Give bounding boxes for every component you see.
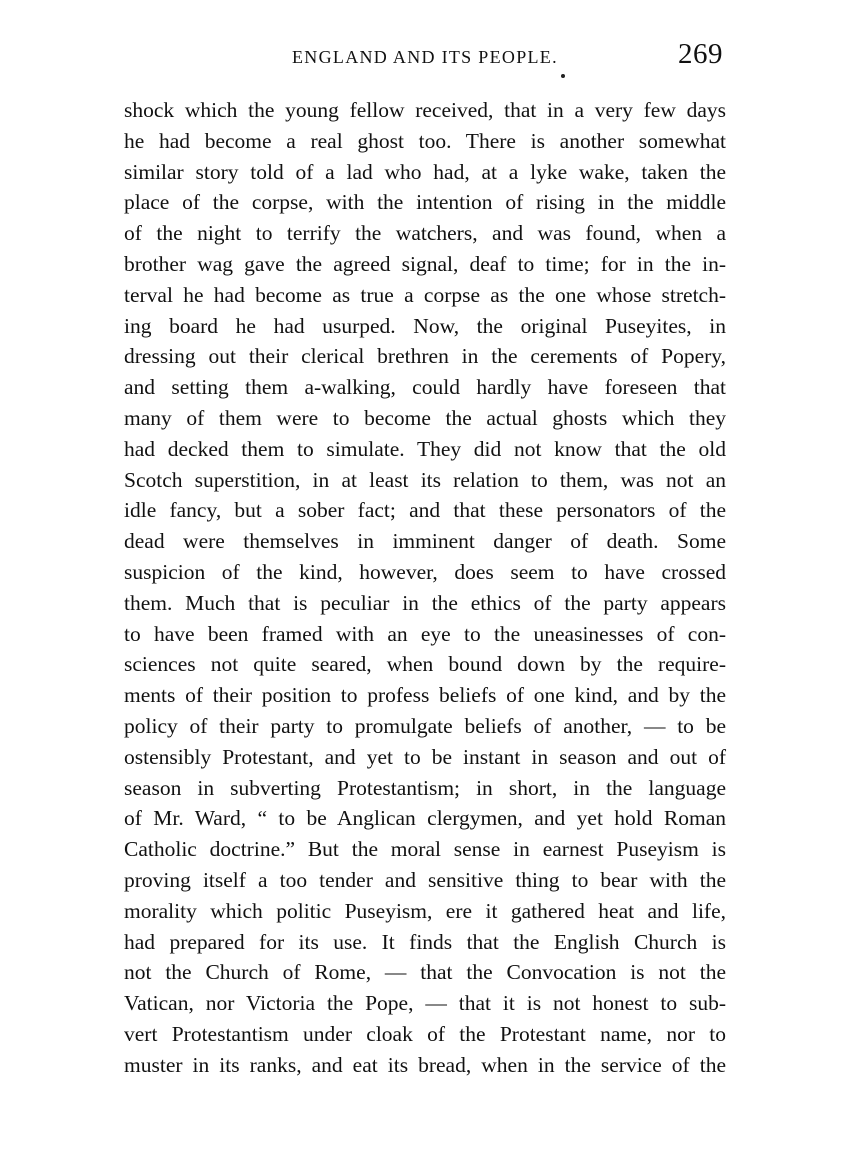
- text-line: ments of their position to profess beliefs of one kind, and by the: [124, 683, 726, 708]
- text-line: Catholic doctrine.” But the moral sense in earnest Puseyism is: [124, 837, 726, 862]
- text-line: to have been framed with an eye to the uneasinesses of con-: [124, 621, 726, 646]
- text-line: similar story told of a lad who had, at a lyke wake, taken the: [124, 159, 726, 184]
- text-line: brother wag gave the agreed signal, deaf to time; for in the in-: [124, 251, 726, 276]
- text-line: proving itself a too tender and sensitive thing to bear with the: [124, 867, 726, 892]
- text-line: of the night to terrify the watchers, and was found, when a: [124, 221, 726, 246]
- running-title: ENGLAND AND ITS PEOPLE.: [292, 47, 558, 67]
- text-line: of Mr. Ward, “ to be Anglican clergymen, and yet hold Roman: [124, 806, 726, 831]
- text-line: dead were themselves in imminent danger of death. Some: [124, 529, 726, 554]
- text-line: he had become a real ghost too. There is another somewhat: [124, 128, 726, 153]
- text-line: dressing out their clerical brethren in the cerements of Popery,: [124, 344, 726, 369]
- text-line: policy of their party to promulgate beliefs of another, — to be: [124, 713, 726, 738]
- text-line: had prepared for its use. It finds that the English Church is: [124, 929, 726, 954]
- body-text: [124, 95, 726, 1081]
- text-line: many of them were to become the actual ghosts which they: [124, 405, 726, 430]
- text-line: Vatican, nor Victoria the Pope, — that it is not honest to sub-: [124, 991, 726, 1016]
- text-line: them. Much that is peculiar in the ethics of the party appears: [124, 590, 726, 615]
- running-head: [0, 38, 850, 78]
- text-line: muster in its ranks, and eat its bread, when in the service of the: [124, 1052, 726, 1077]
- text-line: terval he had become as true a corpse as the one whose stretch-: [124, 282, 726, 307]
- print-speck: [561, 74, 565, 78]
- text-line: vert Protestantism under cloak of the Protestant name, nor to: [124, 1021, 726, 1046]
- text-line: idle fancy, but a sober fact; and that these personators of the: [124, 498, 726, 523]
- text-line: morality which politic Puseyism, ere it gathered heat and life,: [124, 898, 726, 923]
- text-line: sciences not quite seared, when bound down by the require-: [124, 652, 726, 677]
- text-line: ostensibly Protestant, and yet to be instant in season and out of: [124, 744, 726, 769]
- text-line: suspicion of the kind, however, does seem to have crossed: [124, 559, 726, 584]
- text-line: not the Church of Rome, — that the Convocation is not the: [124, 960, 726, 985]
- page-number: 269: [678, 38, 723, 70]
- text-line: Scotch superstition, in at least its relation to them, was not an: [124, 467, 726, 492]
- text-line: had decked them to simulate. They did not know that the old: [124, 436, 726, 461]
- text-line: and setting them a-walking, could hardly have foreseen that: [124, 375, 726, 400]
- text-line: place of the corpse, with the intention of rising in the middle: [124, 190, 726, 215]
- text-line: season in subverting Protestantism; in short, in the language: [124, 775, 726, 800]
- text-line: shock which the young fellow received, that in a very few days: [124, 98, 726, 122]
- text-line: ing board he had usurped. Now, the original Puseyites, in: [124, 313, 726, 338]
